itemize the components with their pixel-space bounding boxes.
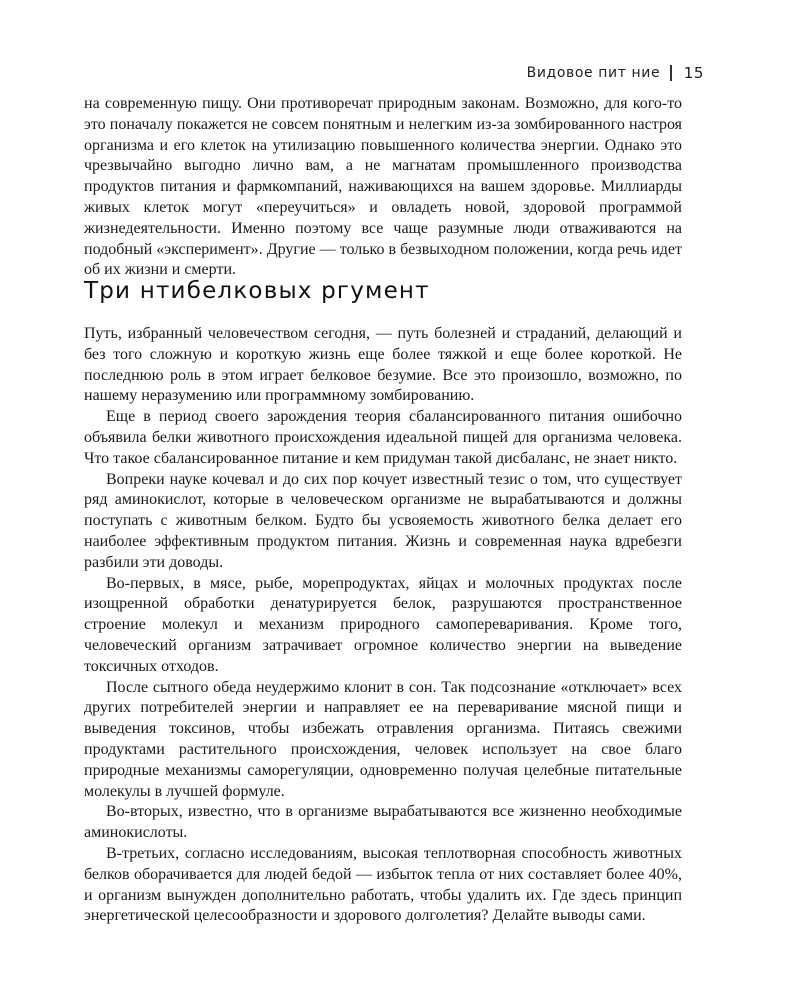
section-paragraph-1: Путь, избранный человечеством сегодня, — путь болезней и страданий, делающий и без того сложную и короткую жизнь еще более тяжкой и еще более короткой. Не последнюю роль в этом играет белковое безумие. Все это произошло, возможно, по нашему неразумению или программному зомбированию. (84, 325, 682, 405)
section-paragraph-6: Во-вторых, известно, что в организме вырабатываются все жизненно необходимые аминокислоты. (84, 803, 682, 842)
section-paragraph-7: В-третьих, согласно исследованиям, высокая теплотворная способность животных белков оборачивается для людей бедой — избыток тепла от них составляет более 40%, и организм вынужден дополнительно работать, чтобы удалить их. Где здесь принцип энергетической целесообразности и здорового долголетия? Делайте выводы сами. (84, 844, 682, 925)
header-divider (670, 65, 672, 81)
running-title: Видовое пит ние (526, 65, 661, 81)
section-paragraph-5: После сытного обеда неудержимо клонит в сон. Так подсознание «отключает» всех других потребителей энергии и направляет ее на переваривание мясной пищи и выведения токсинов, чтобы избежать отравления организма. Питаясь свежими продуктами растительного происхождения, человек использует на свое благо природные механизмы саморегуляции, одновременно получая целебные питательные молекулы в лучшей формуле. (84, 678, 682, 800)
section-text-block (84, 324, 682, 927)
section-paragraph-4: Во-первых, в мясе, рыбе, морепродуктах, яйцах и молочных продуктах после изощренной обработки денатурируется белок, разрушаются пространственное строение молекул и механизм природного самопереваривания. Кроме того, человеческий организм затрачивает огромное количество энергии на выведение токсичных отходов. (84, 574, 682, 675)
page-number: 15 (683, 64, 704, 82)
section-paragraph-2: Еще в период своего зарождения теория сбалансированного питания ошибочно объявила белки животного происхождения идеальной пищей для организма человека. Что такое сбалансированное питание и кем придуман такой дисбаланс, не знает никто. (84, 408, 682, 467)
intro-text-block (84, 94, 682, 281)
intro-paragraph: на современную пищу. Они противоречат природным законам. Возможно, для кого-то это поначалу покажется не совсем понятным и нелегким из-за зомбированного настроя организма и его клеток на утилизацию повышенного количества энергии. Однако это чрезвычайно выгодно лично вам, а не магнатам промышленного производства продуктов питания и фармкомпаний, наживающихся на вашем здоровье. Миллиарды живых клеток могут «переучиться» и овладеть новой, здоровой программой жизнедеятельности. Именно поэтому все чаще разумные люди отваживаются на подобный «эксперимент». Другие — только в безвыходном положении, когда речь идет об их жизни и смерти. (84, 95, 682, 279)
section-title: Три нтибелковых ргумент (84, 278, 430, 304)
running-head (527, 62, 704, 84)
section-paragraph-3: Вопреки науке кочевал и до сих пор кочует известный тезис о том, что существует ряд аминокислот, которые в человеческом организме не вырабатываются и должны поступать с животным белком. Будто бы усвояемость животного белка делает его наиболее эффективным продуктом питания. Жизнь и современная наука вдребезги разбили эти доводы. (84, 470, 682, 571)
